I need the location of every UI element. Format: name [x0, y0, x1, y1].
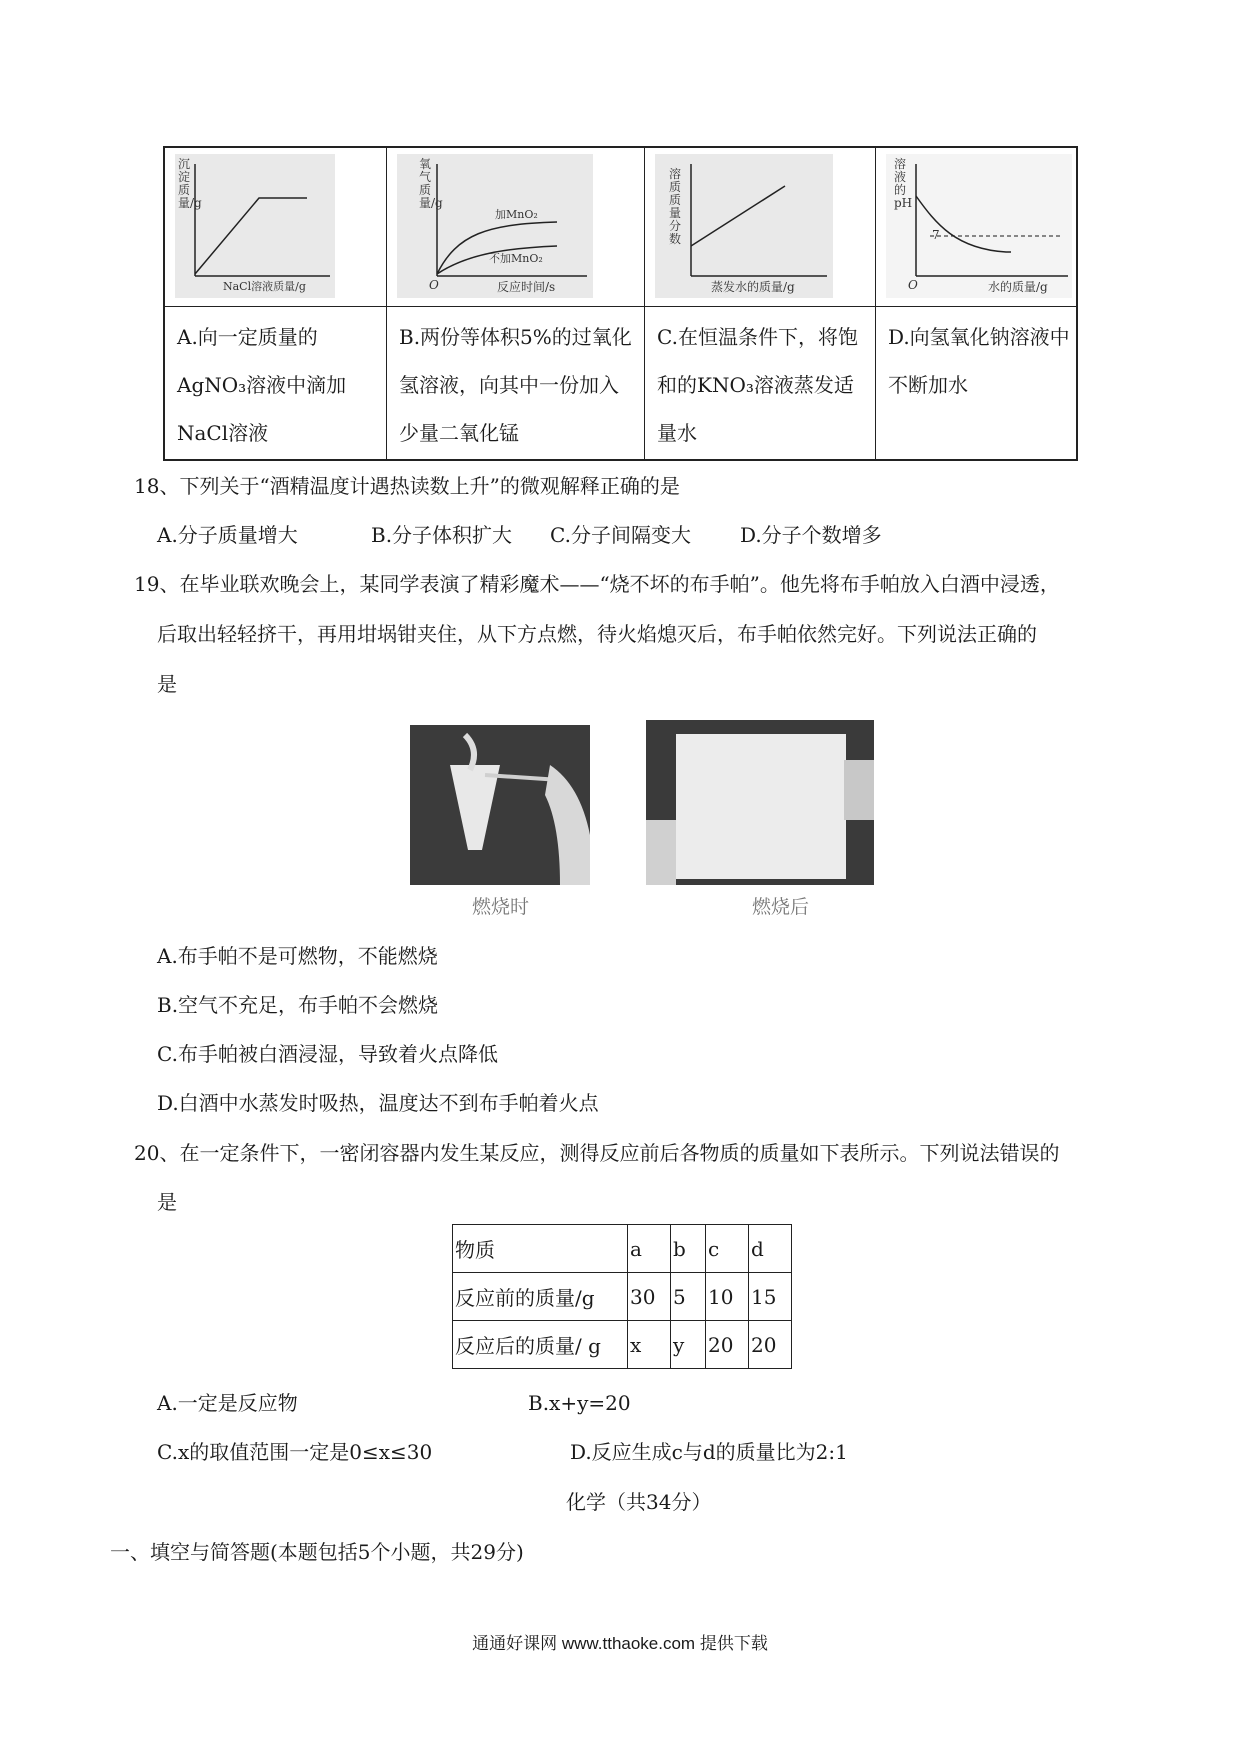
- table-cell: 15: [749, 1273, 792, 1321]
- graph-d-ylabel: 溶液的pH: [894, 157, 913, 210]
- graph-d-origin: O: [908, 278, 918, 292]
- photo-after: [646, 720, 874, 885]
- q18-option-b: B.分子体积扩大: [371, 523, 513, 547]
- graph-d-xlabel: 水的质量/g: [988, 280, 1048, 294]
- graph-c-ylabel: 溶质质量分数: [669, 167, 682, 246]
- graph-b-ylabel: 氧气质量/g: [419, 157, 443, 210]
- graph-b-caption: B.两份等体积5%的过氧化氢溶液，向其中一份加入少量二氧化锰: [399, 325, 632, 445]
- footer: 通通好课网 www.tthaoke.com 提供下载: [472, 1634, 768, 1653]
- graph-c: [655, 154, 833, 298]
- graph-d-tick: 7: [932, 228, 940, 242]
- table-row: [453, 1321, 792, 1369]
- table-cell: b: [671, 1225, 706, 1273]
- table-cell: 反应后的质量/ g: [453, 1321, 628, 1369]
- q20-option-d: D.反应生成c与d的质量比为2:1: [570, 1440, 848, 1464]
- graph-cell-c: [645, 148, 876, 459]
- graph-b-curve1: 加MnO₂: [495, 208, 538, 221]
- q19-stem-line3: 是: [157, 672, 177, 696]
- q19-option-c: C.布手帕被白酒浸湿，导致着火点降低: [157, 1042, 498, 1066]
- table-row: [453, 1273, 792, 1321]
- photo-burning: [410, 725, 590, 885]
- table-cell: 反应前的质量/g: [453, 1273, 628, 1321]
- graph-b-xlabel: 反应时间/s: [497, 280, 556, 294]
- mass-table: [452, 1224, 792, 1369]
- section-title: 化学（共34分）: [566, 1490, 712, 1514]
- q20-stem-line1: 20、在一定条件下，一密闭容器内发生某反应，测得反应前后各物质的质量如下表所示。下列说法错误的: [134, 1141, 1060, 1165]
- q20-option-a: A.一定是反应物: [157, 1391, 298, 1415]
- graph-c-xlabel: 蒸发水的质量/g: [711, 280, 795, 294]
- graph-a-xlabel: NaCl溶液质量/g: [223, 280, 306, 293]
- graph-b-origin: O: [429, 278, 439, 292]
- table-row: [453, 1225, 792, 1273]
- graph-d-caption: D.向氢氧化钠溶液中不断加水: [888, 325, 1070, 397]
- table-cell: 20: [749, 1321, 792, 1369]
- table-cell: y: [671, 1321, 706, 1369]
- table-cell: 物质: [453, 1225, 628, 1273]
- q18-option-a: A.分子质量增大: [157, 523, 298, 547]
- graph-a-caption: A.向一定质量的AgNO₃溶液中滴加NaCl溶液: [177, 325, 347, 445]
- q18-stem: 18、下列关于“酒精温度计遇热读数上升”的微观解释正确的是: [134, 474, 680, 498]
- graph-a: [175, 154, 335, 298]
- table-cell: 10: [706, 1273, 749, 1321]
- graph-b-curve2: 不加MnO₂: [489, 252, 543, 265]
- photo-burning-caption: 燃烧时: [472, 896, 530, 918]
- q19-stem-line1: 19、在毕业联欢晚会上，某同学表演了精彩魔术——“烧不坏的布手帕”。他先将布手帕放入白酒中浸透，: [134, 572, 1060, 596]
- q18-option-c: C.分子间隔变大: [550, 523, 691, 547]
- q19-option-b: B.空气不充足，布手帕不会燃烧: [157, 993, 439, 1017]
- table-cell: c: [706, 1225, 749, 1273]
- graph-d: [886, 154, 1072, 298]
- q19-option-a: A.布手帕不是可燃物，不能燃烧: [157, 944, 438, 968]
- graph-c-caption: C.在恒温条件下，将饱和的KNO₃溶液蒸发适量水: [657, 325, 858, 445]
- graph-table: [163, 146, 1078, 461]
- graph-cell-b: [387, 148, 645, 459]
- q20-stem-line2: 是: [157, 1190, 177, 1214]
- graph-a-ylabel: 沉淀质量/g: [178, 157, 202, 210]
- photo-after-caption: 燃烧后: [752, 896, 810, 918]
- table-cell: x: [628, 1321, 671, 1369]
- q20-option-c: C.x的取值范围一定是0≤x≤30: [157, 1440, 433, 1464]
- table-cell: d: [749, 1225, 792, 1273]
- graph-cell-d: [876, 148, 1078, 459]
- table-cell: a: [628, 1225, 671, 1273]
- q19-stem-line2: 后取出轻轻挤干，再用坩埚钳夹住，从下方点燃，待火焰熄灭后，布手帕依然完好。下列说法正确的: [157, 622, 1037, 646]
- graph-cell-a: [165, 148, 387, 459]
- q20-option-b: B.x+y=20: [528, 1391, 631, 1415]
- graph-b: [397, 154, 593, 298]
- table-cell: 5: [671, 1273, 706, 1321]
- q19-option-d: D.白酒中水蒸发时吸热，温度达不到布手帕着火点: [157, 1091, 599, 1115]
- table-cell: 30: [628, 1273, 671, 1321]
- part-one-heading: 一、填空与简答题(本题包括5个小题，共29分): [110, 1540, 524, 1564]
- table-cell: 20: [706, 1321, 749, 1369]
- q18-option-d: D.分子个数增多: [740, 523, 882, 547]
